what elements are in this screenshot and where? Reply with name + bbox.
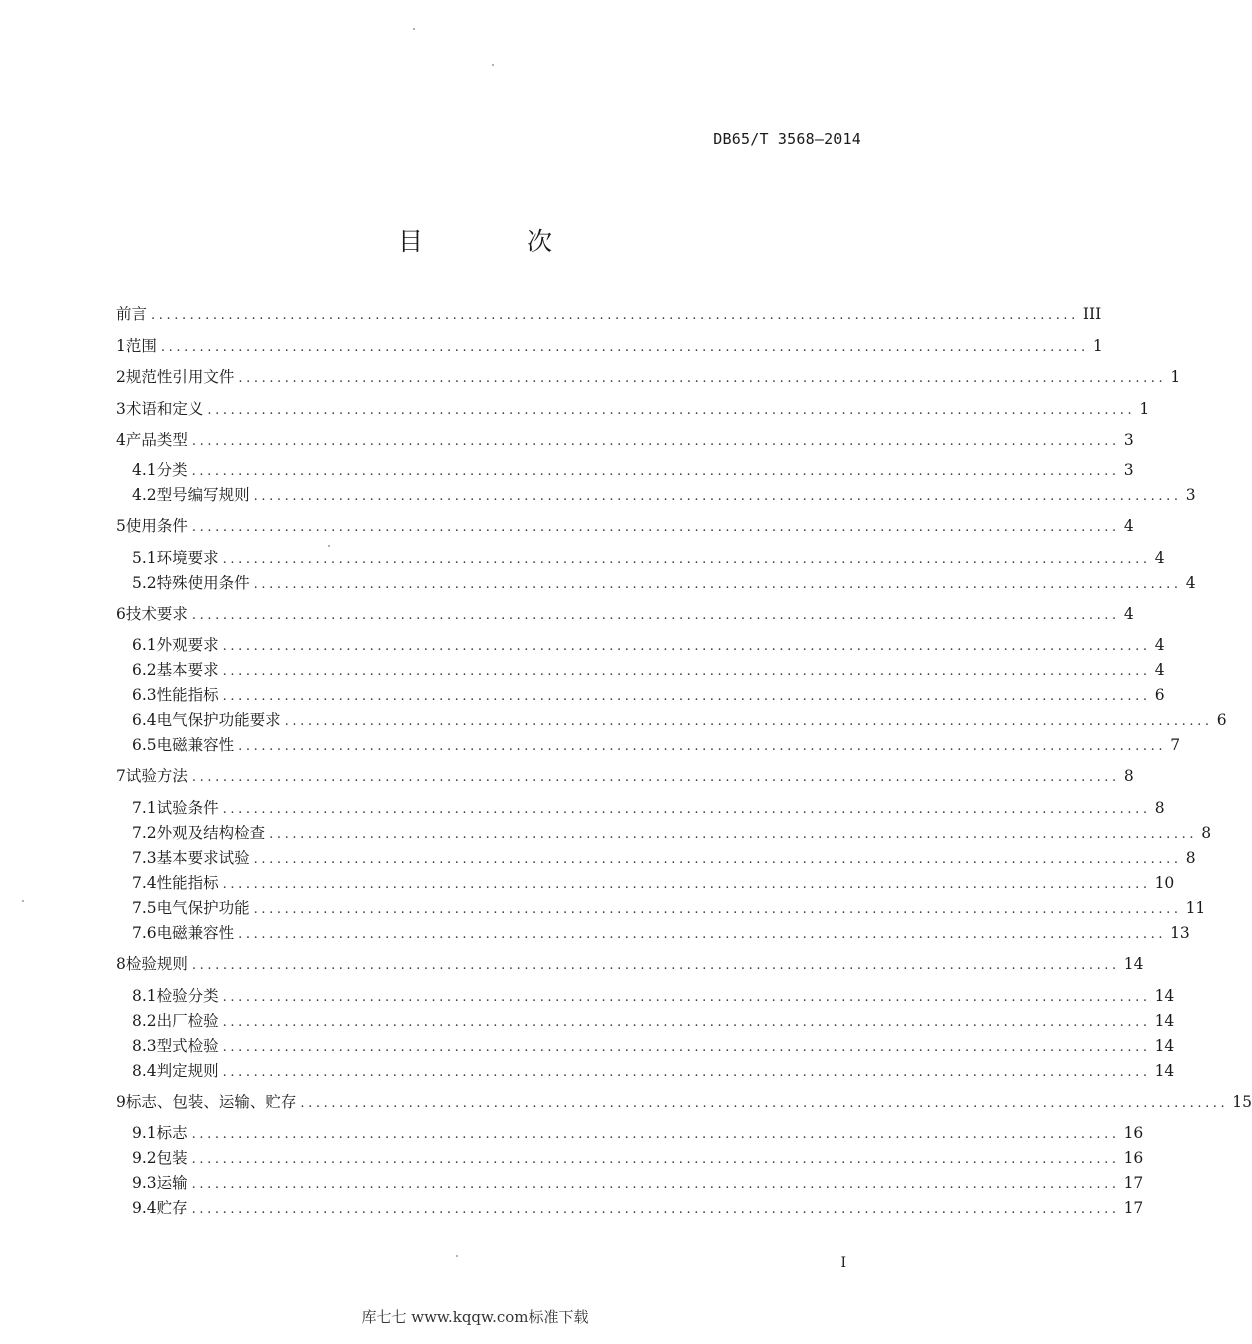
toc-subsection-entry[interactable] xyxy=(132,1172,1144,1194)
toc-dot-leader: ........................................................................................................................ xyxy=(222,1065,1151,1080)
toc-entry-page: 16 xyxy=(1123,1149,1144,1167)
toc-entry-number: 8.3 xyxy=(132,1037,157,1055)
toc-entry-label: 贮存 xyxy=(156,1199,188,1217)
toc-section-entry[interactable] xyxy=(116,765,1134,787)
toc-entry-page: III xyxy=(1082,305,1102,323)
toc-entry-label: 外观要求 xyxy=(156,636,219,654)
footer-page-number: I xyxy=(840,1255,846,1271)
toc-entry-label: 术语和定义 xyxy=(125,400,204,418)
toc-entry-label: 环境要求 xyxy=(156,549,219,567)
toc-entry-number: 6.4 xyxy=(132,711,157,729)
toc-dot-leader: ........................................................................................................................ xyxy=(222,552,1151,567)
toc-subsection-entry[interactable] xyxy=(132,1147,1144,1169)
toc-subsection-entry[interactable] xyxy=(132,797,1165,819)
toc-entry-page: 14 xyxy=(1154,1062,1175,1080)
toc-entry-number: 6.5 xyxy=(132,736,157,754)
toc-dot-leader: ........................................................................................................................ xyxy=(191,1202,1120,1217)
toc-entry-page: 1 xyxy=(1092,337,1103,355)
toc-dot-leader: ........................................................................................................................ xyxy=(269,827,1198,842)
toc-dot-leader: ........................................................................................................................ xyxy=(253,852,1182,867)
toc-entry-label: 外观及结构检查 xyxy=(156,824,266,842)
toc-entry-page: 8 xyxy=(1123,767,1134,785)
toc-entry-number: 4 xyxy=(116,431,126,449)
toc-dot-leader: ........................................................................................................................ xyxy=(191,1152,1120,1167)
toc-dot-leader: ........................................................................................................................ xyxy=(284,714,1213,729)
toc-entry-label: 出厂检验 xyxy=(156,1012,219,1030)
standard-number: DB65/T 3568—2014 xyxy=(713,130,861,148)
toc-entry-number: 7.6 xyxy=(132,924,157,942)
toc-entry-label: 电气保护功能 xyxy=(156,899,250,917)
toc-subsection-entry[interactable] xyxy=(132,634,1165,656)
toc-entry-page: 7 xyxy=(1170,736,1181,754)
toc-dot-leader: ........................................................................................................................ xyxy=(191,608,1120,623)
toc-subsection-entry[interactable] xyxy=(132,872,1175,894)
toc-dot-leader: ........................................................................................................................ xyxy=(222,664,1151,679)
toc-dot-leader: ........................................................................................................................ xyxy=(151,308,1079,323)
toc-dot-leader: ........................................................................................................................ xyxy=(191,1127,1120,1142)
toc-dot-leader: ........................................................................................................................ xyxy=(191,464,1120,479)
toc-dot-leader: ........................................................................................................................ xyxy=(191,958,1120,973)
toc-entry-label: 技术要求 xyxy=(125,605,188,623)
toc-entry-page: 14 xyxy=(1123,955,1144,973)
toc-dot-leader: ........................................................................................................................ xyxy=(207,403,1136,418)
toc-dot-leader: ........................................................................................................................ xyxy=(160,340,1089,355)
toc-section-entry[interactable] xyxy=(116,398,1150,420)
toc-entry-number: 9.2 xyxy=(132,1149,157,1167)
toc-entry-label: 产品类型 xyxy=(125,431,188,449)
toc-subsection-entry[interactable] xyxy=(132,547,1165,569)
toc-entry-label: 基本要求 xyxy=(156,661,219,679)
scan-speck xyxy=(413,28,415,30)
toc-entry-label: 试验条件 xyxy=(156,799,219,817)
toc-section-entry[interactable] xyxy=(116,303,1102,325)
toc-entry-number: 9.1 xyxy=(132,1124,157,1142)
toc-dot-leader: ........................................................................................................................ xyxy=(238,739,1167,754)
toc-subsection-entry[interactable] xyxy=(132,1197,1144,1219)
toc-entry-label: 检验规则 xyxy=(125,955,188,973)
toc-dot-leader: ........................................................................................................................ xyxy=(253,489,1182,504)
toc-entry-page: 15 xyxy=(1232,1093,1252,1111)
toc-entry-number: 5.1 xyxy=(132,549,157,567)
toc-entry-number: 5 xyxy=(116,517,126,535)
toc-entry-page: 3 xyxy=(1185,486,1196,504)
toc-subsection-entry[interactable] xyxy=(132,484,1196,506)
toc-entry-page: 10 xyxy=(1154,874,1175,892)
toc-entry-page: 13 xyxy=(1170,924,1190,942)
toc-entry-number: 7 xyxy=(116,767,126,785)
toc-entry-label: 电磁兼容性 xyxy=(156,924,235,942)
toc-dot-leader: ........................................................................................................................ xyxy=(222,877,1151,892)
toc-entry-page: 4 xyxy=(1123,517,1134,535)
toc-entry-page: 17 xyxy=(1123,1174,1144,1192)
toc-entry-page: 16 xyxy=(1123,1124,1144,1142)
toc-entry-page: 6 xyxy=(1216,711,1227,729)
toc-entry-page: 6 xyxy=(1154,686,1165,704)
toc-subsection-entry[interactable] xyxy=(132,1035,1175,1057)
toc-dot-leader: ........................................................................................................................ xyxy=(191,1177,1120,1192)
toc-entry-number: 6.3 xyxy=(132,686,157,704)
toc-entry-label: 型号编写规则 xyxy=(156,486,250,504)
toc-entry-page: 3 xyxy=(1123,461,1134,479)
toc-section-entry[interactable] xyxy=(116,429,1134,451)
toc-entry-label: 标志 xyxy=(156,1124,188,1142)
toc-entry-number: 8 xyxy=(116,955,126,973)
toc-entry-number: 7.5 xyxy=(132,899,157,917)
toc-entry-number: 8.2 xyxy=(132,1012,157,1030)
toc-entry-number: 4.1 xyxy=(132,461,157,479)
toc-entry-number: 3 xyxy=(116,400,126,418)
toc-entry-label: 运输 xyxy=(156,1174,188,1192)
toc-section-entry[interactable] xyxy=(116,603,1134,625)
toc-entry-number: 7.1 xyxy=(132,799,157,817)
toc-subsection-entry[interactable] xyxy=(132,684,1165,706)
toc-entry-label: 试验方法 xyxy=(125,767,188,785)
toc-entry-page: 8 xyxy=(1201,824,1212,842)
toc-dot-leader: ........................................................................................................................ xyxy=(300,1096,1229,1111)
toc-entry-label: 规范性引用文件 xyxy=(125,368,235,386)
toc-section-entry[interactable] xyxy=(116,335,1103,357)
toc-dot-leader: ........................................................................................................................ xyxy=(191,434,1120,449)
toc-subsection-entry[interactable] xyxy=(132,847,1196,869)
toc-dot-leader: ........................................................................................................................ xyxy=(222,689,1151,704)
toc-subsection-entry[interactable] xyxy=(132,1122,1144,1144)
toc-dot-leader: ........................................................................................................................ xyxy=(222,1015,1151,1030)
toc-entry-number: 8.4 xyxy=(132,1062,157,1080)
toc-entry-label: 特殊使用条件 xyxy=(156,574,250,592)
toc-subsection-entry[interactable] xyxy=(132,459,1134,481)
toc-entry-number: 6.1 xyxy=(132,636,157,654)
toc-entry-page: 8 xyxy=(1154,799,1165,817)
toc-dot-leader: ........................................................................................................................ xyxy=(191,770,1120,785)
toc-entry-number: 9.3 xyxy=(132,1174,157,1192)
toc-dot-leader: ........................................................................................................................ xyxy=(222,990,1151,1005)
toc-entry-page: 17 xyxy=(1123,1199,1144,1217)
toc-subsection-entry[interactable] xyxy=(132,734,1181,756)
toc-entry-number: 4.2 xyxy=(132,486,157,504)
toc-entry-number: 7.2 xyxy=(132,824,157,842)
scan-speck xyxy=(492,64,494,66)
toc-section-entry[interactable] xyxy=(116,1091,1252,1113)
toc-entry-page: 14 xyxy=(1154,1037,1175,1055)
toc-dot-leader: ........................................................................................................................ xyxy=(222,1040,1151,1055)
toc-dot-leader: ........................................................................................................................ xyxy=(253,577,1182,592)
watermark: 库七七 www.kqqw.com标准下载 xyxy=(361,1308,589,1326)
toc-entry-number: 9.4 xyxy=(132,1199,157,1217)
toc-entry-page: 4 xyxy=(1154,661,1165,679)
toc-entry-label: 电气保护功能要求 xyxy=(156,711,281,729)
toc-entry-page: 4 xyxy=(1123,605,1134,623)
scan-speck xyxy=(328,545,330,547)
toc-entry-number: 9 xyxy=(116,1093,126,1111)
toc-subsection-entry[interactable] xyxy=(132,897,1206,919)
toc-entry-page: 8 xyxy=(1185,849,1196,867)
toc-entry-page: 4 xyxy=(1185,574,1196,592)
toc-subsection-entry[interactable] xyxy=(132,572,1196,594)
toc-entry-page: 14 xyxy=(1154,987,1175,1005)
toc-entry-label: 标志、包装、运输、贮存 xyxy=(125,1093,297,1111)
toc-entry-label: 判定规则 xyxy=(156,1062,219,1080)
toc-entry-page: 4 xyxy=(1154,549,1165,567)
toc-subsection-entry[interactable] xyxy=(132,1060,1175,1082)
toc-subsection-entry[interactable] xyxy=(132,985,1175,1007)
toc-dot-leader: ........................................................................................................................ xyxy=(222,802,1151,817)
toc-entry-label: 范围 xyxy=(125,337,157,355)
toc-entry-number: 5.2 xyxy=(132,574,157,592)
toc-entry-number: 8.1 xyxy=(132,987,157,1005)
toc-entry-label: 性能指标 xyxy=(156,686,219,704)
toc-entry-page: 4 xyxy=(1154,636,1165,654)
toc-subsection-entry[interactable] xyxy=(132,659,1165,681)
toc-subsection-entry[interactable] xyxy=(132,709,1227,731)
toc-entry-label: 分类 xyxy=(156,461,188,479)
toc-entry-number: 1 xyxy=(116,337,126,355)
toc-entry-label: 型式检验 xyxy=(156,1037,219,1055)
toc-entry-label: 前言 xyxy=(116,305,148,323)
toc-section-entry[interactable] xyxy=(116,515,1134,537)
toc-entry-number: 6 xyxy=(116,605,126,623)
toc-entry-page: 11 xyxy=(1185,899,1206,917)
toc-dot-leader: ........................................................................................................................ xyxy=(238,927,1167,942)
toc-entry-page: 3 xyxy=(1123,431,1134,449)
toc-entry-number: 7.3 xyxy=(132,849,157,867)
toc-entry-page: 14 xyxy=(1154,1012,1175,1030)
toc-entry-label: 基本要求试验 xyxy=(156,849,250,867)
toc-entry-page: 1 xyxy=(1170,368,1181,386)
scan-speck xyxy=(22,900,24,902)
toc-subsection-entry[interactable] xyxy=(132,922,1190,944)
toc-entry-page: 1 xyxy=(1139,400,1150,418)
toc-subsection-entry[interactable] xyxy=(132,1010,1175,1032)
toc-subsection-entry[interactable] xyxy=(132,822,1212,844)
toc-entry-label: 使用条件 xyxy=(125,517,188,535)
page-title: 目 次 xyxy=(398,227,600,256)
toc-dot-leader: ........................................................................................................................ xyxy=(222,639,1151,654)
toc-entry-label: 电磁兼容性 xyxy=(156,736,235,754)
toc-entry-number: 6.2 xyxy=(132,661,157,679)
toc-entry-label: 检验分类 xyxy=(156,987,219,1005)
scan-speck xyxy=(456,1255,458,1257)
toc-section-entry[interactable] xyxy=(116,366,1181,388)
toc-entry-number: 2 xyxy=(116,368,126,386)
toc-dot-leader: ........................................................................................................................ xyxy=(238,371,1167,386)
toc-dot-leader: ........................................................................................................................ xyxy=(191,520,1120,535)
toc-entry-label: 包装 xyxy=(156,1149,188,1167)
toc-entry-number: 7.4 xyxy=(132,874,157,892)
toc-entry-label: 性能指标 xyxy=(156,874,219,892)
toc-section-entry[interactable] xyxy=(116,953,1144,975)
toc-dot-leader: ........................................................................................................................ xyxy=(253,902,1182,917)
